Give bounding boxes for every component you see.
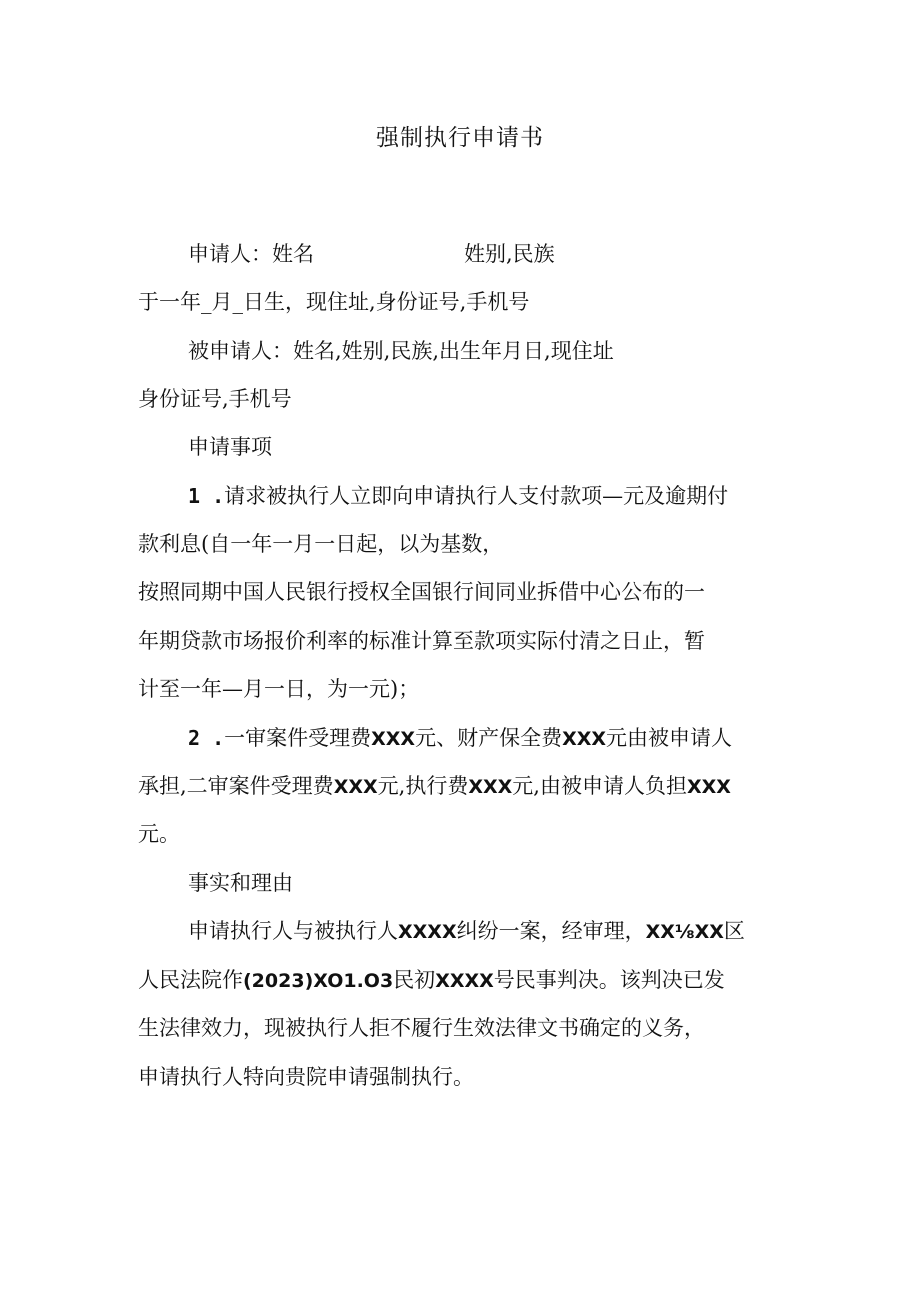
respondent-line-1: 被申请人：姓名,姓别,民族,出生年月日,现住址 bbox=[188, 339, 614, 363]
facts-text: 民初 bbox=[393, 968, 436, 992]
document-title: 强制执行申请书 bbox=[376, 125, 544, 151]
claim-2-text: 元、财产保全费 bbox=[415, 726, 563, 750]
case-number: (2023)XO1.O3 bbox=[243, 970, 394, 992]
placeholder-xxxx: XXXX bbox=[435, 970, 494, 992]
placeholder-xxx: XXX bbox=[333, 776, 378, 798]
facts-text: 区 bbox=[723, 919, 745, 943]
facts-text: 申请执行人与被执行人 bbox=[188, 919, 398, 943]
claim-2-text: 承担,二审案件受理费 bbox=[138, 774, 334, 798]
applicant-line-1 bbox=[188, 237, 848, 271]
claim-1-line-2: 款利息(自一年一月一日起，以为基数， bbox=[138, 532, 504, 556]
claim-1-number: 1 . bbox=[188, 484, 225, 508]
claim-2-line-1 bbox=[188, 721, 848, 756]
claim-1-line-5: 计至一年—月一日，为一元)； bbox=[138, 677, 420, 701]
claim-2-text: 元,由被申请人负担 bbox=[512, 774, 687, 798]
claim-1-line-1 bbox=[188, 479, 848, 513]
claim-1-line-3: 按照同期中国人民银行授权全国银行间同业拆借中心公布的一 bbox=[138, 580, 705, 604]
claim-2-number: 2 . bbox=[188, 726, 225, 750]
claim-1-text-1: 请求被执行人立即向申请执行人支付款项—元及逾期付 bbox=[224, 484, 729, 508]
facts-heading: 事实和理由 bbox=[188, 871, 293, 895]
claim-2-text: 元,执行费 bbox=[377, 774, 469, 798]
facts-line-3: 生法律效力，现被执行人拒不履行生效法律文书确定的义务， bbox=[138, 1016, 705, 1040]
placeholder-xxx: XXX bbox=[686, 776, 731, 798]
claim-1-line-4: 年期贷款市场报价利率的标准计算至款项实际付清之日止，暂 bbox=[138, 629, 705, 653]
facts-line-1 bbox=[188, 914, 848, 949]
claim-2-text: 一审案件受理费 bbox=[224, 726, 372, 750]
facts-text: 人民法院作 bbox=[138, 968, 243, 992]
placeholder-xxx: XXX bbox=[468, 776, 513, 798]
placeholder-city: XX⅛XX bbox=[645, 921, 724, 943]
facts-text: 号民事判决。该判决已发 bbox=[493, 968, 725, 992]
facts-text: 纠纷一案，经审理， bbox=[456, 919, 646, 943]
applicant-name-label: 申请人：姓名 bbox=[188, 242, 314, 266]
applicant-gender-label: 姓别,民族 bbox=[464, 242, 555, 266]
claim-2-line-3: 元。 bbox=[138, 822, 180, 846]
facts-line-2 bbox=[138, 963, 798, 998]
applicant-line-2: 于一年_月_日生，现住址,身份证号,手机号 bbox=[138, 290, 530, 314]
placeholder-xxx: XXX bbox=[562, 728, 607, 750]
placeholder-xxx: XXX bbox=[371, 728, 416, 750]
placeholder-xxxx: XXXX bbox=[398, 921, 457, 943]
claim-2-text: 元由被申请人 bbox=[606, 726, 733, 750]
claims-heading: 申请事项 bbox=[188, 435, 272, 459]
facts-line-4: 申请执行人特向贵院申请强制执行。 bbox=[138, 1065, 474, 1089]
claim-2-line-2 bbox=[138, 769, 798, 804]
respondent-line-2: 身份证号,手机号 bbox=[138, 387, 292, 411]
